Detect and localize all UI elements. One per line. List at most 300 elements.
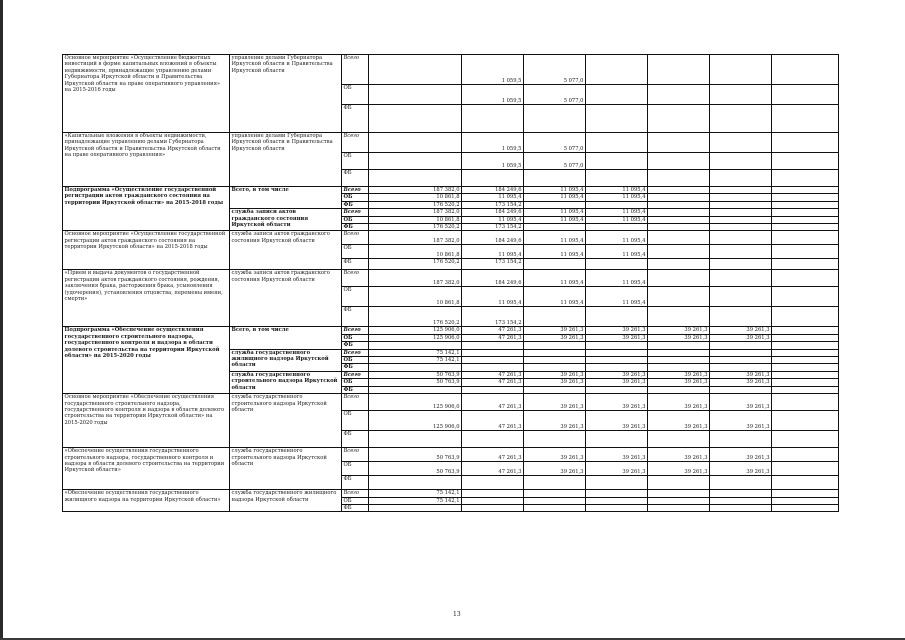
year-value-cell: 11 095,4 [462, 194, 524, 201]
funding-source-cell: Всего [342, 349, 369, 356]
year-value-cell: 11 095,4 [524, 216, 586, 223]
year-value-cell: 47 261,3 [462, 379, 524, 386]
year-value-cell [524, 431, 586, 448]
year-value-cell: 39 261,3 [586, 462, 648, 476]
funding-source-cell: ОБ [342, 194, 369, 201]
executor-cell: управление делами Губернатора Иркутской области и Правительства Иркутской области [230, 55, 342, 133]
budget-table [62, 54, 839, 512]
funding-source-cell: ОБ [342, 245, 369, 259]
year-value-cell [710, 105, 772, 133]
year-value-cell: 176 520,2 [369, 224, 462, 231]
executor-cell: служба государственного строительного надзора Иркутской области [230, 448, 342, 490]
year-value-cell [586, 153, 648, 170]
year-value-cell: 39 261,3 [586, 334, 648, 341]
year-value-cell [462, 105, 524, 133]
funding-source-cell: ФБ [342, 364, 369, 371]
year-value-cell [524, 307, 586, 327]
year-value-cell: 125 906,0 [369, 327, 462, 334]
year-value-cell: 11 095,4 [524, 187, 586, 194]
year-value-cell: 184 249,6 [462, 270, 524, 287]
year-value-cell [524, 105, 586, 133]
activity-name-cell: «Обеспечение осуществления государственного строительного надзора, государственного контроля и надзора в области долевого строительства на территории Иркутской области» [63, 448, 230, 490]
year-value-cell [462, 342, 524, 349]
year-value-cell [710, 245, 772, 259]
year-value-cell [648, 504, 710, 511]
year-value-cell [524, 386, 586, 393]
year-value-cell: 11 095,4 [586, 216, 648, 223]
year-value-cell [772, 194, 839, 201]
year-value-cell: 10 861,8 [369, 216, 462, 223]
year-value-cell: 39 261,3 [586, 411, 648, 431]
year-value-cell [586, 490, 648, 497]
executor-cell: служба государственного жилищного надзора Иркутской области [230, 349, 342, 371]
year-value-cell: 1 059,5 [462, 55, 524, 85]
year-value-cell: 11 095,4 [524, 194, 586, 201]
year-value-cell: 10 861,8 [369, 194, 462, 201]
year-value-cell [772, 490, 839, 497]
year-value-cell [648, 357, 710, 364]
year-value-cell: 47 261,3 [462, 394, 524, 411]
year-value-cell [586, 431, 648, 448]
funding-source-cell: ОБ [342, 357, 369, 364]
year-value-cell [772, 476, 839, 490]
year-value-cell: 39 261,3 [524, 371, 586, 378]
year-value-cell: 5 077,0 [524, 85, 586, 105]
activity-name-cell: «Обеспечение осуществления государственного жилищного надзора на территории Иркутской области» [63, 490, 230, 512]
year-value-cell [462, 431, 524, 448]
year-value-cell [369, 504, 462, 511]
year-value-cell [586, 133, 648, 153]
year-value-cell [586, 170, 648, 187]
year-value-cell [772, 462, 839, 476]
funding-source-cell: ОБ [342, 411, 369, 431]
year-value-cell: 11 095,4 [524, 270, 586, 287]
year-value-cell [586, 259, 648, 270]
year-value-cell [586, 55, 648, 85]
year-value-cell [772, 431, 839, 448]
year-value-cell: 11 095,4 [586, 287, 648, 307]
year-value-cell [648, 153, 710, 170]
year-value-cell [710, 342, 772, 349]
year-value-cell [710, 224, 772, 231]
year-value-cell [710, 187, 772, 194]
year-value-cell [586, 307, 648, 327]
year-value-cell [524, 476, 586, 490]
year-value-cell [772, 357, 839, 364]
year-value-cell [648, 287, 710, 307]
year-value-cell: 11 095,4 [586, 209, 648, 216]
year-value-cell [772, 342, 839, 349]
year-value-cell: 10 861,8 [369, 287, 462, 307]
activity-name-cell: Основное мероприятие «Осуществление бюджетных инвестиций в форме капитальных вложений в объекты недвижимости, принадлежащие управлению делами Губернатора Иркутской области и Правительства Иркутской области на праве оперативного управления» на 2015-2016 годы [63, 55, 230, 133]
year-value-cell [710, 209, 772, 216]
year-value-cell [369, 105, 462, 133]
year-value-cell: 187 382,0 [369, 187, 462, 194]
year-value-cell [710, 504, 772, 511]
year-value-cell [586, 349, 648, 356]
year-value-cell: 39 261,3 [586, 379, 648, 386]
year-value-cell: 39 261,3 [586, 448, 648, 462]
year-value-cell [772, 245, 839, 259]
year-value-cell: 39 261,3 [648, 448, 710, 462]
year-value-cell: 187 382,0 [369, 209, 462, 216]
table-row [63, 448, 839, 462]
year-value-cell [648, 270, 710, 287]
year-value-cell [648, 85, 710, 105]
year-value-cell [462, 364, 524, 371]
funding-source-cell: ФБ [342, 386, 369, 393]
year-value-cell [648, 209, 710, 216]
table-row [63, 231, 839, 245]
year-value-cell [710, 364, 772, 371]
year-value-cell: 50 763,9 [369, 379, 462, 386]
year-value-cell [710, 270, 772, 287]
year-value-cell: 75 142,1 [369, 490, 462, 497]
activity-name-cell: Подпрограмма «Осуществление государственной регистрации актов гражданского состояния на территории Иркутской области» на 2015-2018 годы [63, 187, 230, 231]
year-value-cell [648, 187, 710, 194]
activity-name-cell: Основное мероприятие «Осуществление государственной регистрации актов гражданского состояния на территории Иркутской области» на 2015-2018 годы [63, 231, 230, 270]
year-value-cell [648, 259, 710, 270]
year-value-cell [648, 364, 710, 371]
table-row [63, 327, 839, 334]
funding-source-cell: ФБ [342, 307, 369, 327]
year-value-cell [369, 364, 462, 371]
year-value-cell: 11 095,4 [462, 216, 524, 223]
year-value-cell: 75 142,1 [369, 349, 462, 356]
year-value-cell [710, 153, 772, 170]
year-value-cell [586, 504, 648, 511]
year-value-cell [586, 364, 648, 371]
year-value-cell: 176 520,2 [369, 307, 462, 327]
year-value-cell [710, 287, 772, 307]
year-value-cell [369, 476, 462, 490]
year-value-cell [772, 170, 839, 187]
year-value-cell [648, 497, 710, 504]
year-value-cell [648, 245, 710, 259]
activity-name-cell: Подпрограмма «Обеспечение осуществления государственного строительного надзора, государственного контроля и надзора в области долевого строительства на территории Иркутской области» на 2015-2020 годы [63, 327, 230, 394]
table-row [63, 187, 839, 194]
year-value-cell: 39 261,3 [710, 448, 772, 462]
year-value-cell: 184 249,6 [462, 231, 524, 245]
year-value-cell: 125 906,0 [369, 334, 462, 341]
year-value-cell [648, 342, 710, 349]
year-value-cell [524, 349, 586, 356]
funding-source-cell: ФБ [342, 431, 369, 448]
executor-cell: управление делами Губернатора Иркутской области и Правительства Иркутской области [230, 133, 342, 187]
executor-cell: служба записи актов гражданского состояния Иркутской области [230, 209, 342, 231]
year-value-cell: 184 249,6 [462, 187, 524, 194]
year-value-cell: 11 095,4 [586, 245, 648, 259]
year-value-cell [710, 490, 772, 497]
year-value-cell: 50 763,9 [369, 448, 462, 462]
funding-source-cell: ОБ [342, 216, 369, 223]
year-value-cell: 47 261,3 [462, 448, 524, 462]
year-value-cell [648, 476, 710, 490]
year-value-cell: 47 261,3 [462, 327, 524, 334]
funding-source-cell: Всего [342, 490, 369, 497]
year-value-cell [710, 170, 772, 187]
activity-name-cell: «Капитальные вложения в объекты недвижимости, принадлежащие управлению делами Губернатора Иркутской области и Правительства Иркутской области на праве оперативного управления» [63, 133, 230, 187]
executor-cell: служба записи актов гражданского состояния Иркутской области [230, 270, 342, 327]
executor-cell: служба записи актов гражданского состояния Иркутской области [230, 231, 342, 270]
activity-name-cell: «Прием и выдача документов о государственной регистрации актов гражданского состояния, рождения, заключения брака, расторжения брака, усыновления (удочерения), установления отцовства, перемены имени, смерти» [63, 270, 230, 327]
year-value-cell: 173 154,2 [462, 224, 524, 231]
year-value-cell [524, 259, 586, 270]
year-value-cell: 11 095,4 [586, 187, 648, 194]
year-value-cell [772, 379, 839, 386]
year-value-cell: 187 382,0 [369, 270, 462, 287]
year-value-cell [710, 357, 772, 364]
year-value-cell [772, 85, 839, 105]
year-value-cell: 39 261,3 [586, 327, 648, 334]
year-value-cell [772, 105, 839, 133]
funding-source-cell: Всего [342, 55, 369, 85]
year-value-cell: 184 249,6 [462, 209, 524, 216]
budget-table-body [63, 55, 839, 512]
year-value-cell: 11 095,4 [524, 287, 586, 307]
year-value-cell [710, 85, 772, 105]
funding-source-cell: ОБ [342, 334, 369, 341]
year-value-cell [710, 431, 772, 448]
year-value-cell [772, 497, 839, 504]
year-value-cell [772, 201, 839, 208]
table-row [63, 270, 839, 287]
year-value-cell [462, 349, 524, 356]
year-value-cell: 11 095,4 [524, 209, 586, 216]
year-value-cell [524, 490, 586, 497]
year-value-cell: 47 261,3 [462, 371, 524, 378]
year-value-cell: 50 763,9 [369, 462, 462, 476]
year-value-cell: 39 261,3 [524, 379, 586, 386]
year-value-cell: 39 261,3 [586, 394, 648, 411]
year-value-cell [586, 476, 648, 490]
funding-source-cell: ОБ [342, 462, 369, 476]
year-value-cell [772, 224, 839, 231]
year-value-cell [772, 287, 839, 307]
year-value-cell [648, 55, 710, 85]
year-value-cell [369, 386, 462, 393]
page-number: 13 [453, 611, 461, 618]
year-value-cell [772, 55, 839, 85]
year-value-cell [648, 170, 710, 187]
year-value-cell [710, 259, 772, 270]
year-value-cell [648, 194, 710, 201]
year-value-cell [524, 170, 586, 187]
year-value-cell [772, 386, 839, 393]
year-value-cell: 39 261,3 [524, 334, 586, 341]
year-value-cell: 39 261,3 [524, 394, 586, 411]
year-value-cell: 11 095,4 [586, 270, 648, 287]
year-value-cell: 176 520,2 [369, 201, 462, 208]
year-value-cell: 39 261,3 [648, 411, 710, 431]
year-value-cell [369, 153, 462, 170]
year-value-cell: 39 261,3 [710, 371, 772, 378]
year-value-cell [772, 307, 839, 327]
year-value-cell [772, 327, 839, 334]
executor-cell: Всего, в том числе [230, 187, 342, 209]
year-value-cell: 125 906,0 [369, 394, 462, 411]
year-value-cell [586, 386, 648, 393]
year-value-cell [586, 357, 648, 364]
year-value-cell [772, 153, 839, 170]
year-value-cell: 47 261,3 [462, 411, 524, 431]
funding-source-cell: Всего [342, 133, 369, 153]
year-value-cell: 75 142,1 [369, 497, 462, 504]
year-value-cell: 39 261,3 [648, 327, 710, 334]
year-value-cell [710, 307, 772, 327]
year-value-cell [772, 334, 839, 341]
year-value-cell [524, 342, 586, 349]
year-value-cell [710, 386, 772, 393]
funding-source-cell: Всего [342, 394, 369, 411]
executor-cell: Всего, в том числе [230, 327, 342, 349]
year-value-cell [586, 85, 648, 105]
year-value-cell: 39 261,3 [524, 411, 586, 431]
year-value-cell: 39 261,3 [710, 411, 772, 431]
year-value-cell [772, 411, 839, 431]
year-value-cell [648, 431, 710, 448]
year-value-cell [462, 504, 524, 511]
year-value-cell: 173 154,2 [462, 201, 524, 208]
year-value-cell [710, 194, 772, 201]
year-value-cell: 11 095,4 [586, 194, 648, 201]
year-value-cell [772, 448, 839, 462]
year-value-cell [524, 224, 586, 231]
year-value-cell [772, 216, 839, 223]
year-value-cell [648, 133, 710, 153]
funding-source-cell: ОБ [342, 287, 369, 307]
year-value-cell [772, 371, 839, 378]
table-row [63, 490, 839, 497]
year-value-cell: 39 261,3 [648, 371, 710, 378]
year-value-cell: 39 261,3 [710, 327, 772, 334]
year-value-cell: 47 261,3 [462, 334, 524, 341]
year-value-cell: 125 906,0 [369, 411, 462, 431]
year-value-cell: 39 261,3 [648, 334, 710, 341]
funding-source-cell: ФБ [342, 504, 369, 511]
year-value-cell [524, 497, 586, 504]
year-value-cell [524, 201, 586, 208]
year-value-cell [772, 231, 839, 245]
year-value-cell: 5 077,0 [524, 133, 586, 153]
year-value-cell [586, 201, 648, 208]
funding-source-cell: ФБ [342, 476, 369, 490]
year-value-cell [710, 476, 772, 490]
year-value-cell [772, 259, 839, 270]
year-value-cell [369, 431, 462, 448]
year-value-cell [369, 133, 462, 153]
year-value-cell [524, 357, 586, 364]
year-value-cell [648, 386, 710, 393]
year-value-cell: 47 261,3 [462, 462, 524, 476]
year-value-cell [462, 357, 524, 364]
year-value-cell [369, 85, 462, 105]
year-value-cell [462, 386, 524, 393]
funding-source-cell: Всего [342, 371, 369, 378]
funding-source-cell: Всего [342, 327, 369, 334]
year-value-cell [586, 224, 648, 231]
year-value-cell [772, 364, 839, 371]
year-value-cell: 10 861,8 [369, 245, 462, 259]
funding-source-cell: Всего [342, 187, 369, 194]
funding-source-cell: ФБ [342, 170, 369, 187]
year-value-cell: 1 059,5 [462, 133, 524, 153]
activity-name-cell: Основное мероприятие «Обеспечение осуществления государственного строительного надзора, государственного контроля и надзора в области долевого строительства на территории Иркутской области» на 2015-2020 годы [63, 394, 230, 448]
year-value-cell [524, 504, 586, 511]
year-value-cell: 39 261,3 [524, 462, 586, 476]
year-value-cell [772, 349, 839, 356]
executor-cell: служба государственного жилищного надзора Иркутской области [230, 490, 342, 512]
year-value-cell: 75 142,1 [369, 357, 462, 364]
year-value-cell: 11 095,4 [586, 231, 648, 245]
year-value-cell: 11 095,4 [462, 245, 524, 259]
year-value-cell [710, 55, 772, 85]
funding-source-cell: ОБ [342, 153, 369, 170]
year-value-cell [648, 105, 710, 133]
funding-source-cell: Всего [342, 448, 369, 462]
funding-source-cell: ФБ [342, 259, 369, 270]
year-value-cell [462, 170, 524, 187]
year-value-cell [710, 133, 772, 153]
year-value-cell [772, 270, 839, 287]
year-value-cell: 1 059,5 [462, 85, 524, 105]
year-value-cell [462, 497, 524, 504]
funding-source-cell: ФБ [342, 224, 369, 231]
executor-cell: служба государственного строительного надзора Иркутской области [230, 371, 342, 393]
year-value-cell [648, 216, 710, 223]
year-value-cell [710, 497, 772, 504]
year-value-cell [586, 497, 648, 504]
funding-source-cell: ОБ [342, 379, 369, 386]
year-value-cell: 50 763,9 [369, 371, 462, 378]
year-value-cell: 173 154,2 [462, 307, 524, 327]
year-value-cell [710, 349, 772, 356]
year-value-cell [586, 105, 648, 133]
year-value-cell [772, 133, 839, 153]
year-value-cell [772, 504, 839, 511]
year-value-cell: 39 261,3 [710, 379, 772, 386]
year-value-cell [648, 231, 710, 245]
year-value-cell: 39 261,3 [710, 394, 772, 411]
funding-source-cell: ФБ [342, 105, 369, 133]
year-value-cell [772, 209, 839, 216]
year-value-cell: 39 261,3 [648, 379, 710, 386]
year-value-cell: 39 261,3 [710, 462, 772, 476]
year-value-cell [648, 349, 710, 356]
year-value-cell: 1 059,5 [462, 153, 524, 170]
year-value-cell [772, 187, 839, 194]
year-value-cell [369, 170, 462, 187]
year-value-cell [648, 490, 710, 497]
year-value-cell: 39 261,3 [710, 334, 772, 341]
year-value-cell: 39 261,3 [586, 371, 648, 378]
funding-source-cell: ОБ [342, 85, 369, 105]
year-value-cell: 5 077,0 [524, 153, 586, 170]
year-value-cell [462, 490, 524, 497]
year-value-cell [710, 231, 772, 245]
funding-source-cell: ФБ [342, 342, 369, 349]
table-row [63, 394, 839, 411]
year-value-cell [648, 307, 710, 327]
year-value-cell [772, 394, 839, 411]
year-value-cell [648, 201, 710, 208]
year-value-cell [462, 476, 524, 490]
funding-source-cell: ФБ [342, 201, 369, 208]
year-value-cell [369, 342, 462, 349]
funding-source-cell: Всего [342, 231, 369, 245]
year-value-cell: 187 382,0 [369, 231, 462, 245]
year-value-cell [710, 216, 772, 223]
